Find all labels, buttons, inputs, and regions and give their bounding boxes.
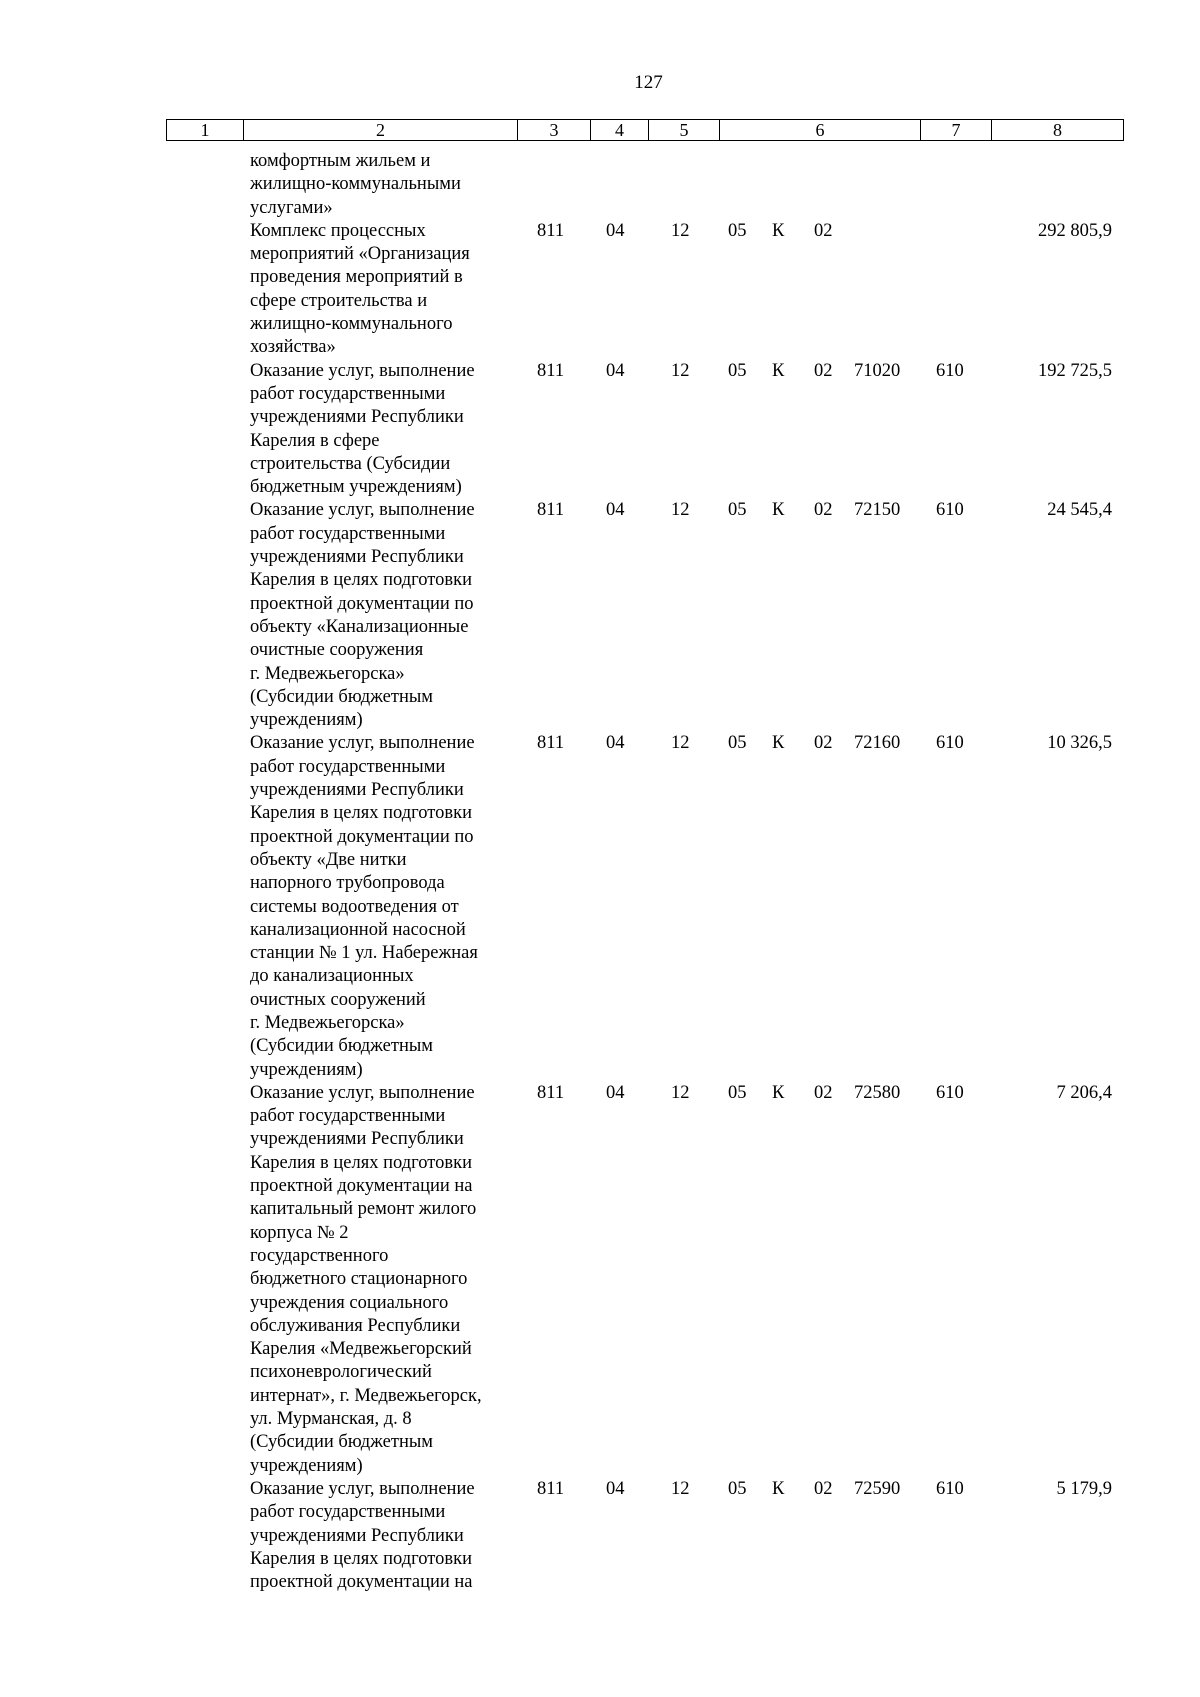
section-code: 04	[606, 220, 625, 241]
description-line: проведения мероприятий в	[250, 267, 463, 288]
subsection-code: 12	[671, 220, 690, 241]
target-code: 72580	[854, 1082, 901, 1103]
page-number: 127	[634, 72, 663, 93]
description-line: жилищно-коммунального	[250, 314, 453, 335]
program-letter: К	[772, 360, 785, 381]
row-description	[250, 732, 520, 1081]
table-row	[0, 1082, 1200, 1478]
program-letter: К	[772, 500, 785, 521]
description-line: Карелия в целях подготовки	[250, 1548, 472, 1569]
column-header-7: 7	[921, 120, 992, 141]
description-line: обслуживания Республики	[250, 1315, 461, 1336]
description-line: Карелия в целях подготовки	[250, 570, 472, 591]
program-code: 05	[728, 1478, 747, 1499]
table-row	[0, 1478, 1200, 1594]
table-row	[0, 499, 1200, 732]
column-header-row	[167, 120, 1124, 141]
description-line: до канализационных	[250, 966, 414, 987]
description-line: (Субсидии бюджетным	[250, 1432, 433, 1453]
admin-code: 811	[537, 1082, 565, 1103]
section-code: 04	[606, 360, 625, 381]
description-line: корпуса № 2	[250, 1222, 349, 1243]
description-line: Карелия в сфере	[250, 430, 380, 451]
section-code: 04	[606, 500, 625, 521]
target-code: 72590	[854, 1478, 901, 1499]
description-line: канализационной насосной	[250, 919, 466, 940]
description-line: Карелия «Медвежьегорский	[250, 1339, 472, 1360]
expense-kind: 610	[936, 1082, 964, 1103]
description-line: (Субсидии бюджетным	[250, 1036, 433, 1057]
amount: 10 326,5	[1047, 733, 1112, 754]
description-line: капитальный ремонт жилого	[250, 1199, 477, 1220]
description-line: (Субсидии бюджетным	[250, 686, 433, 707]
column-header-6: 6	[720, 120, 921, 141]
event-code: 02	[814, 1082, 833, 1103]
description-line: учреждениями Республики	[250, 1525, 464, 1546]
event-code: 02	[814, 733, 833, 754]
description-line: Оказание услуг, выполнение	[250, 360, 475, 381]
description-line: Карелия в целях подготовки	[250, 803, 472, 824]
admin-code: 811	[537, 733, 565, 754]
description-line: строительства (Субсидии	[250, 453, 451, 474]
description-line: учреждениями Республики	[250, 547, 464, 568]
program-letter: К	[772, 220, 785, 241]
event-code: 02	[814, 1478, 833, 1499]
row-description	[250, 499, 520, 732]
expense-kind: 610	[936, 733, 964, 754]
row-description	[250, 150, 520, 220]
row-description	[250, 360, 520, 500]
event-code: 02	[814, 220, 833, 241]
expense-kind: 610	[936, 500, 964, 521]
event-code: 02	[814, 500, 833, 521]
description-line: г. Медвежьегорска»	[250, 1012, 405, 1033]
description-line: проектной документации на	[250, 1176, 473, 1197]
description-line: Карелия в целях подготовки	[250, 1152, 472, 1173]
description-line: проектной документации по	[250, 593, 474, 614]
program-letter: К	[772, 1082, 785, 1103]
description-line: Комплекс процессных	[250, 220, 426, 241]
description-line: учреждения социального	[250, 1292, 449, 1313]
description-line: работ государственными	[250, 383, 446, 404]
section-code: 04	[606, 1478, 625, 1499]
description-line: комфортным жильем и	[250, 151, 431, 171]
amount: 7 206,4	[1056, 1082, 1112, 1103]
description-line: жилищно-коммунальными	[250, 174, 461, 195]
table-row	[0, 220, 1200, 360]
column-header-2: 2	[244, 120, 518, 141]
row-description	[250, 1082, 520, 1478]
description-line: бюджетным учреждениям)	[250, 477, 462, 498]
column-header-1: 1	[167, 120, 244, 141]
column-header-5: 5	[649, 120, 720, 141]
description-line: бюджетного стационарного	[250, 1269, 468, 1290]
description-line: психоневрологический	[250, 1362, 432, 1383]
description-line: объекту «Канализационные	[250, 616, 469, 637]
description-line: мероприятий «Организация	[250, 244, 470, 265]
description-line: проектной документации на	[250, 1572, 473, 1593]
subsection-code: 12	[671, 360, 690, 381]
description-line: работ государственными	[250, 1502, 446, 1523]
program-letter: К	[772, 1478, 785, 1499]
row-description	[250, 1478, 520, 1594]
description-line: интернат», г. Медвежьегорск,	[250, 1385, 482, 1406]
description-line: очистные сооружения	[250, 640, 424, 661]
description-line: учреждениями Республики	[250, 1129, 464, 1150]
admin-code: 811	[537, 500, 565, 521]
row-description	[250, 220, 520, 360]
program-code: 05	[728, 733, 747, 754]
description-line: услугами»	[250, 197, 333, 218]
description-line: ул. Мурманская, д. 8	[250, 1409, 412, 1430]
description-line: напорного трубопровода	[250, 873, 445, 894]
description-line: проектной документации по	[250, 826, 474, 847]
description-line: объекту «Две нитки	[250, 849, 407, 870]
subsection-code: 12	[671, 1082, 690, 1103]
description-line: системы водоотведения от	[250, 896, 459, 917]
description-line: станции № 1 ул. Набережная	[250, 943, 478, 964]
description-line: государственного	[250, 1245, 389, 1266]
description-line: очистных сооружений	[250, 989, 426, 1010]
subsection-code: 12	[671, 1478, 690, 1499]
target-code: 72160	[854, 733, 901, 754]
event-code: 02	[814, 360, 833, 381]
description-line: Оказание услуг, выполнение	[250, 1478, 475, 1499]
description-line: работ государственными	[250, 756, 446, 777]
description-line: Оказание услуг, выполнение	[250, 733, 475, 754]
target-code: 71020	[854, 360, 901, 381]
description-line: сфере строительства и	[250, 290, 428, 311]
column-header-8: 8	[992, 120, 1124, 141]
amount: 24 545,4	[1047, 500, 1112, 521]
table-row	[0, 150, 1200, 220]
subsection-code: 12	[671, 500, 690, 521]
column-header-table	[166, 119, 1124, 141]
program-code: 05	[728, 220, 747, 241]
program-letter: К	[772, 733, 785, 754]
table-row	[0, 732, 1200, 1081]
admin-code: 811	[537, 1478, 565, 1499]
amount: 292 805,9	[1038, 220, 1112, 241]
expense-kind: 610	[936, 360, 964, 381]
description-line: учреждениям)	[250, 1059, 363, 1080]
column-header-4: 4	[591, 120, 649, 141]
description-line: учреждениями Республики	[250, 407, 464, 428]
section-code: 04	[606, 733, 625, 754]
program-code: 05	[728, 360, 747, 381]
column-header-3: 3	[518, 120, 591, 141]
admin-code: 811	[537, 220, 565, 241]
description-line: учреждениям)	[250, 710, 363, 731]
table-row	[0, 360, 1200, 500]
amount: 5 179,9	[1056, 1478, 1112, 1499]
program-code: 05	[728, 1082, 747, 1103]
target-code: 72150	[854, 500, 901, 521]
budget-rows	[0, 150, 1200, 1594]
expense-kind: 610	[936, 1478, 964, 1499]
description-line: работ государственными	[250, 1106, 446, 1127]
description-line: г. Медвежьегорска»	[250, 663, 405, 684]
program-code: 05	[728, 500, 747, 521]
description-line: Оказание услуг, выполнение	[250, 500, 475, 521]
section-code: 04	[606, 1082, 625, 1103]
amount: 192 725,5	[1038, 360, 1112, 381]
admin-code: 811	[537, 360, 565, 381]
description-line: учреждениями Республики	[250, 780, 464, 801]
description-line: хозяйства»	[250, 337, 336, 358]
description-line: учреждениям)	[250, 1455, 363, 1476]
description-line: Оказание услуг, выполнение	[250, 1082, 475, 1103]
subsection-code: 12	[671, 733, 690, 754]
description-line: работ государственными	[250, 523, 446, 544]
